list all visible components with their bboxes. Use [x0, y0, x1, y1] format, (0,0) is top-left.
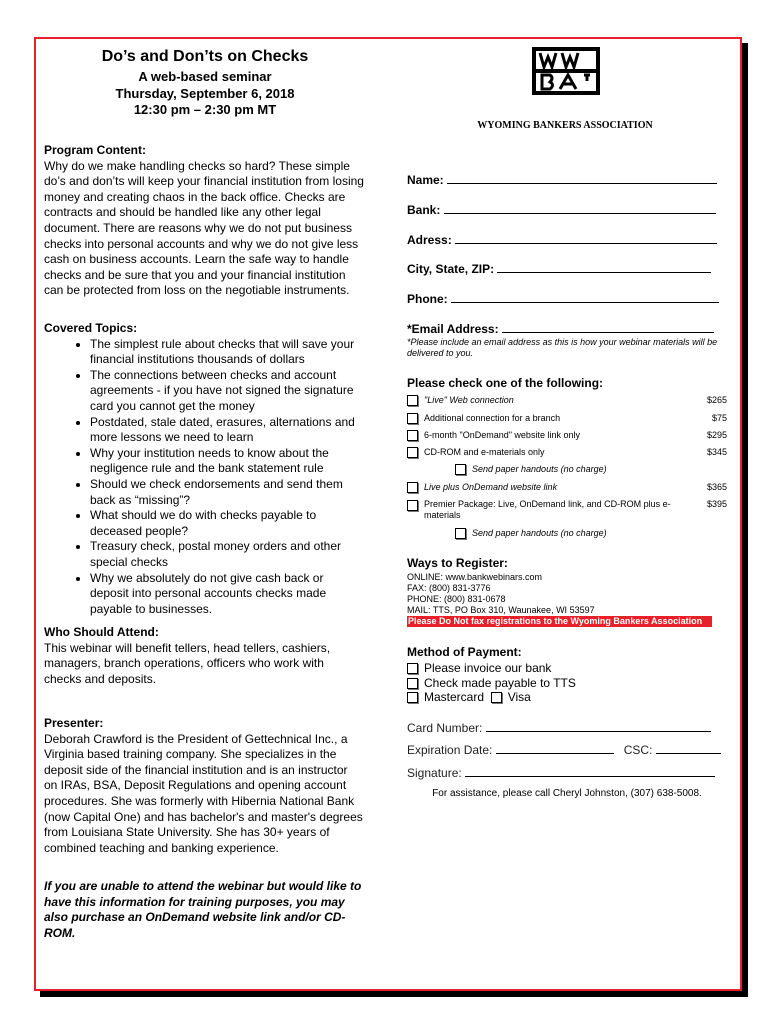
option-premier-label: Premier Package: Live, OnDemand link, and CD-ROM plus e-materials — [424, 499, 671, 520]
program-section — [44, 143, 364, 299]
option-premier[interactable] — [407, 499, 727, 525]
checkbox-icon[interactable] — [407, 500, 418, 511]
name-input-line[interactable] — [447, 173, 717, 184]
closing-note: If you are unable to attend the webinar but would like to have this information for training purposes, you may also purchase an OnDemand website link and/or CD-ROM. — [44, 879, 362, 940]
fax-warning: Please Do Not fax registrations to the Wyoming Bankers Association — [407, 616, 712, 627]
presenter-section — [44, 716, 364, 856]
topic-item: • Should we check endorsements and send them back as “missing”? — [90, 477, 364, 508]
event-time: 12:30 pm – 2:30 pm MT — [133, 102, 277, 117]
wba-logo — [530, 45, 602, 97]
city-input-line[interactable] — [497, 262, 711, 273]
option-live-price: $265 — [706, 395, 727, 405]
csc-label: CSC: — [623, 743, 653, 757]
signature-field[interactable] — [407, 766, 725, 780]
card-number-label: Card Number: — [407, 721, 483, 735]
payment-invoice[interactable] — [407, 661, 725, 676]
presenter-body: Deborah Crawford is the President of Gettechnical Inc., a Virginia based training company. She specializes in the deposit side of the financial institution and is an instructor on IRAs, BSA, Deposit Regulations and opening account procedures. She was formerly with Hibernia National Bank (now Capital One) and has bachelor's and master's degrees from Louisiana State University. She has 30+ years of combined teaching and banking experience. — [44, 731, 363, 855]
bank-label: Bank: — [407, 203, 441, 217]
payment-visa-label: Visa — [507, 690, 531, 704]
option-liveplus[interactable] — [407, 482, 727, 496]
signature-label: Signature: — [407, 766, 462, 780]
option-live-label: "Live" Web connection — [424, 395, 514, 405]
attend-section — [44, 625, 364, 687]
option-handouts-2[interactable] — [455, 528, 727, 542]
checkbox-icon[interactable] — [407, 678, 418, 689]
signature-line[interactable] — [465, 766, 715, 777]
expiration-field[interactable] — [407, 743, 725, 757]
register-online: ONLINE: www.bankwebinars.com — [407, 572, 543, 582]
checkbox-icon[interactable] — [407, 692, 418, 703]
payment-heading: Method of Payment: — [407, 645, 522, 659]
options-heading: Please check one of the following: — [407, 376, 604, 390]
option-ondemand-price: $295 — [706, 430, 727, 440]
page-title: Do’s and Don’ts on Checks — [101, 48, 309, 65]
topic-item: • The connections between checks and account agreements - if you have not signed the signature card you cannot get the money — [90, 368, 364, 415]
register-phone: PHONE: (800) 831-0678 — [407, 594, 506, 604]
checkbox-icon[interactable] — [455, 528, 466, 539]
option-liveplus-label: Live plus OnDemand website link — [424, 482, 558, 492]
checkbox-icon[interactable] — [407, 663, 418, 674]
topics-heading: Covered Topics: — [44, 321, 138, 335]
attend-heading: Who Should Attend: — [44, 625, 159, 639]
register-mail: MAIL: TTS, PO Box 310, Waunakee, WI 53597 — [407, 605, 595, 615]
address-label: Adress: — [407, 233, 452, 247]
expiration-label: Expiration Date: — [407, 743, 493, 757]
phone-input-line[interactable] — [451, 292, 719, 303]
checkbox-icon[interactable] — [407, 413, 418, 424]
option-ondemand[interactable] — [407, 430, 727, 444]
bank-input-line[interactable] — [444, 203, 716, 214]
payment-check-label: Check made payable to TTS — [424, 675, 576, 690]
option-handouts-1[interactable] — [455, 464, 727, 478]
phone-label: Phone: — [407, 292, 448, 306]
phone-field[interactable] — [407, 292, 725, 306]
city-field[interactable] — [407, 262, 725, 276]
address-field[interactable] — [407, 233, 725, 247]
email-note: *Please include an email address as this is how your webinar materials will be delivered to you. — [407, 337, 718, 358]
topic-item: • What should we do with checks payable to deceased people? — [90, 508, 364, 539]
checkbox-icon[interactable] — [407, 395, 418, 406]
address-input-line[interactable] — [455, 233, 717, 244]
topic-item: • Treasury check, postal money orders and other special checks — [90, 539, 364, 570]
payment-invoice-label: Please invoice our bank — [424, 661, 552, 675]
checkbox-icon[interactable] — [407, 447, 418, 458]
topic-item: • Why we absolutely do not give cash back or deposit into personal accounts checks made payable to businesses. — [90, 571, 364, 618]
expiration-line[interactable] — [496, 743, 614, 754]
topics-section — [44, 321, 364, 617]
payment-options — [407, 661, 725, 705]
option-premier-price: $395 — [706, 499, 727, 509]
email-input-line[interactable] — [502, 322, 714, 333]
card-number-line[interactable] — [486, 721, 711, 732]
option-cdrom-price: $345 — [706, 447, 727, 457]
city-label: City, State, ZIP: — [407, 262, 495, 276]
attend-body: This webinar will benefit tellers, head tellers, cashiers, managers, branch operations, officers who work with checks and deposits. — [44, 640, 331, 686]
name-label: Name: — [407, 173, 444, 187]
assistance-note: For assistance, please call Cheryl Johnston, (307) 638-5008. — [432, 788, 702, 799]
handouts-2-label: Send paper handouts (no charge) — [472, 528, 607, 538]
association-name: WYOMING BANKERS ASSOCIATION — [477, 120, 653, 131]
option-additional-price: $75 — [711, 413, 727, 423]
event-date: Thursday, September 6, 2018 — [115, 86, 295, 101]
checkbox-icon[interactable] — [407, 430, 418, 441]
checkbox-icon[interactable] — [455, 464, 466, 475]
option-live[interactable] — [407, 395, 727, 409]
topics-list — [44, 337, 364, 618]
presenter-heading: Presenter: — [44, 716, 104, 730]
topic-item: • Postdated, stale dated, erasures, alternations and more lessons we need to learn — [90, 415, 364, 446]
card-number-field[interactable] — [407, 721, 725, 735]
bank-field[interactable] — [407, 203, 725, 217]
program-heading: Program Content: — [44, 143, 146, 157]
option-cdrom[interactable] — [407, 447, 727, 461]
payment-mastercard-label: Mastercard — [424, 690, 485, 704]
payment-cards — [407, 690, 725, 705]
program-body: Why do we make handling checks so hard? These simple do’s and don’ts will keep your financial institution from losing money and creating chaos in the back office. Checks are contracts and should be handled like any other legal document. There are reasons why we do not put business checks into personal accounts and why we do not give less cash on business accounts. Learn the safe way to handle checks and be sure that you and your financial institution can be protected from loss on the negotiable instruments. — [44, 158, 364, 298]
register-heading: Ways to Register: — [407, 556, 508, 570]
register-fax: FAX: (800) 831-3776 — [407, 583, 491, 593]
option-additional-label: Additional connection for a branch — [424, 413, 561, 423]
option-ondemand-label: 6-month "OnDemand" website link only — [424, 430, 580, 440]
checkbox-icon[interactable] — [407, 482, 418, 493]
register-details — [407, 572, 725, 627]
option-additional[interactable] — [407, 413, 727, 427]
option-cdrom-label: CD-ROM and e-materials only — [424, 447, 545, 457]
page-subtitle: A web-based seminar — [138, 69, 272, 84]
email-field[interactable] — [407, 322, 725, 336]
handouts-1-label: Send paper handouts (no charge) — [472, 464, 607, 474]
checkbox-icon[interactable] — [491, 692, 502, 703]
csc-line[interactable] — [656, 743, 721, 754]
topic-item: • The simplest rule about checks that will save your financial institutions thousands of dollars — [90, 337, 364, 368]
option-liveplus-price: $365 — [706, 482, 727, 492]
topic-item: • Why your institution needs to know about the negligence rule and the bank statement rule — [90, 446, 364, 477]
name-field[interactable] — [407, 173, 725, 187]
email-label: *Email Address: — [407, 322, 499, 336]
payment-check[interactable] — [407, 676, 725, 691]
